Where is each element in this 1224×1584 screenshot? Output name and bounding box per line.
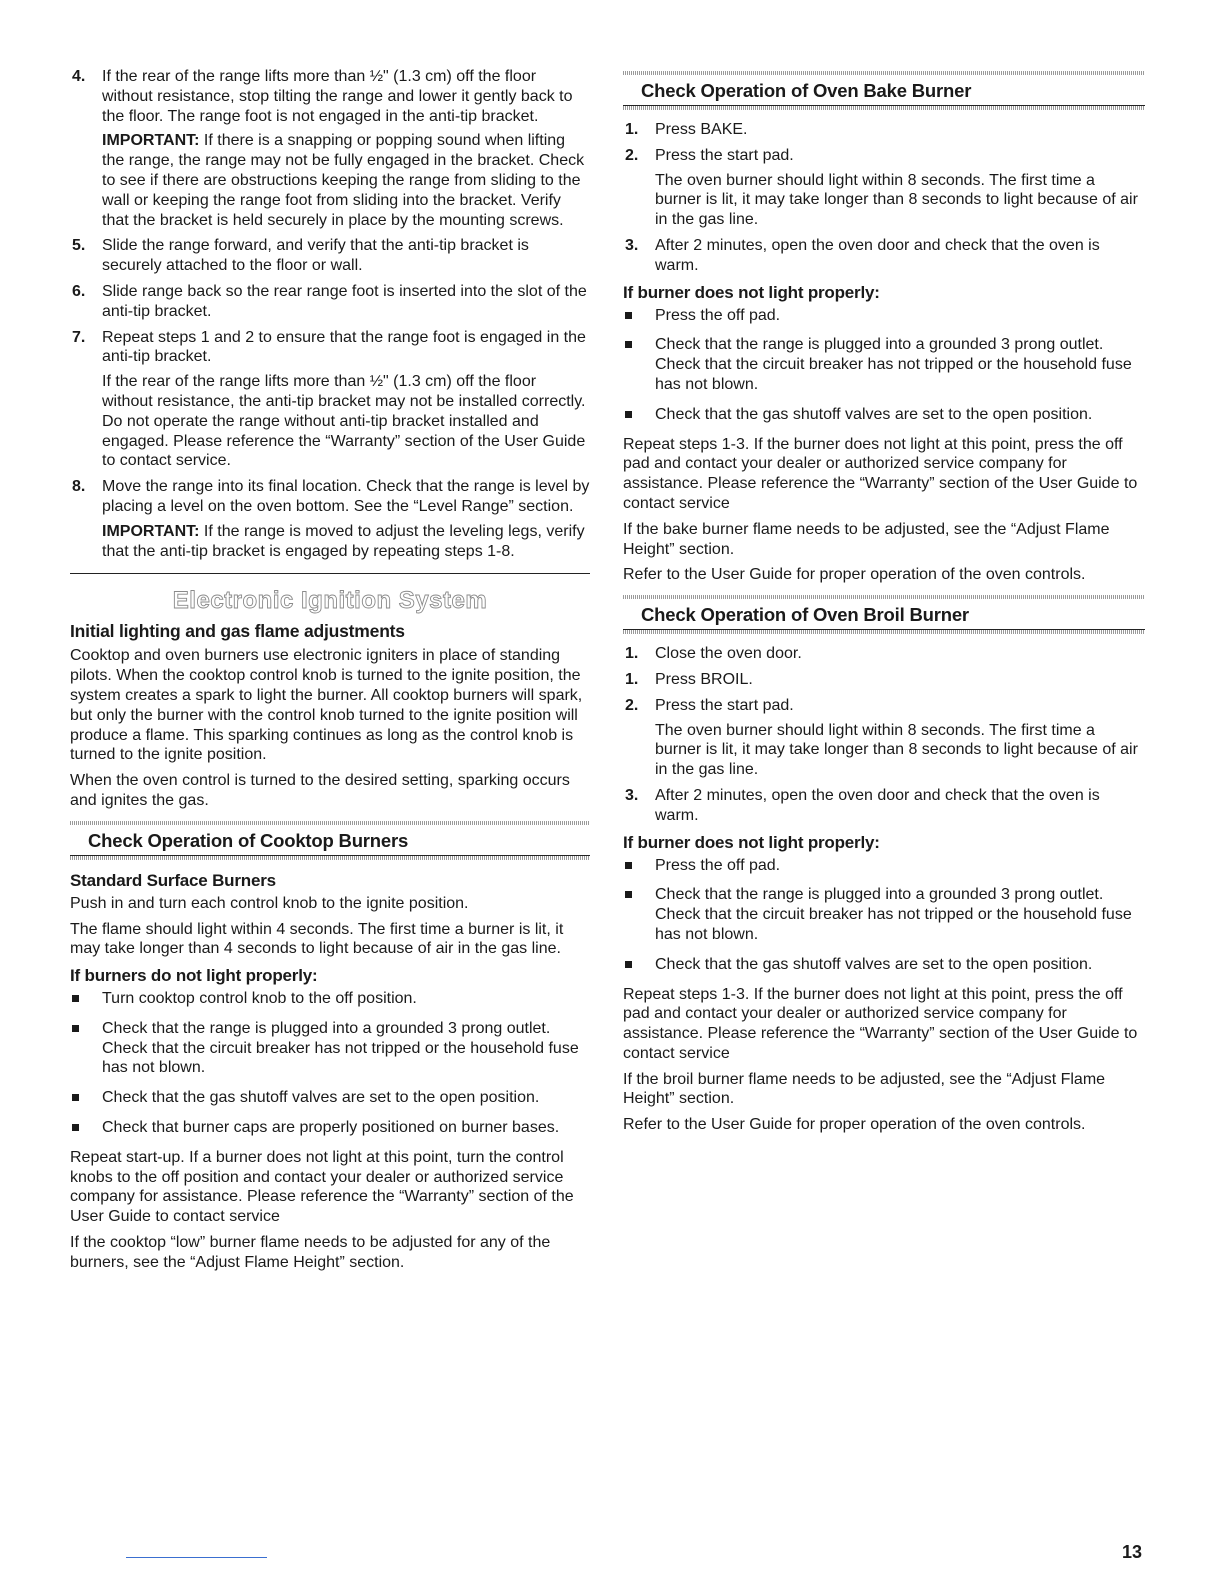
bullet-text: Check that the range is plugged into a grounded 3 prong outlet. Check that the circuit breaker has not tripped or the household fuse has not blown. [102,1019,579,1077]
paragraph: Push in and turn each control knob to the ignite position. [70,894,469,912]
banner-title: Check Operation of Cooktop Burners [70,825,590,856]
step-number: 2. [625,696,639,714]
bullet-text: Check that burner caps are properly positioned on burner bases. [102,1119,560,1137]
step-number: 7. [72,328,86,346]
step-item [70,236,590,276]
bullet-text: Check that the range is plugged into a grounded 3 prong outlet. Check that the circuit breaker has not tripped or the household fuse has not blown. [655,886,1132,943]
step-number: 2. [625,146,639,164]
step-text: If the rear of the range lifts more than ½" (1.3 cm) off the floor without resistance, stop tilting the range and lower it gently back to the floor. The range foot is not engaged in the anti-tip bracket. [102,68,573,125]
broil-banner [623,595,1145,634]
paragraph: If the broil burner flame needs to be adjusted, see the “Adjust Flame Height” section. [623,1070,1106,1108]
step-number: 5. [72,237,86,255]
step-subtext: The oven burner should light within 8 seconds. The first time a burner is lit, it may take longer than 8 seconds to light because of air in the gas line. [655,171,1138,229]
step-text: Press the start pad. [655,696,794,714]
bullet-square-icon [72,1124,79,1131]
cooktop-banner [70,821,590,860]
bullet-square-icon [625,411,632,418]
step-number: 3. [625,236,639,254]
left-column [70,67,590,1279]
paragraph: When the oven control is turned to the desired setting, sparking occurs and ignites the gas. [70,772,570,809]
standard-burners-heading: Standard Surface Burners [70,870,276,890]
step-item [70,67,590,230]
important-text: If the range is moved to adjust the leveling legs, verify that the anti-tip bracket is engaged by repeating steps 1-8. [102,522,585,560]
step-item [623,670,1145,690]
important-text: If there is a snapping or popping sound when lifting the range, the range may not be fully engaged in the bracket. Check to see if there are obstructions keeping the range from sliding to the wall or keeping the range foot from sliding into the bracket. Verify that the bracket is held securely in place by the mounting screws. [102,132,585,229]
bullet-item [623,856,1145,876]
bullet-text: Press the off pad. [655,306,781,324]
step-text: After 2 minutes, open the oven door and check that the oven is warm. [655,236,1100,274]
bullet-square-icon [72,1094,79,1101]
step-number: 8. [72,478,86,496]
bullet-square-icon [625,341,632,348]
bullet-square-icon [625,862,632,869]
bullet-item [70,1019,590,1078]
step-text: After 2 minutes, open the oven door and check that the oven is warm. [655,786,1100,824]
step-item [623,644,1145,664]
bullet-item [623,306,1145,326]
section-title: Electronic Ignition System [172,587,488,615]
bullet-item [623,885,1145,944]
step-item [70,282,590,322]
step-item [70,328,590,472]
bullet-item [70,989,590,1009]
step-item [623,236,1145,276]
hatch-divider [70,856,590,860]
paragraph: Cooktop and oven burners use electronic igniters in place of standing pilots. When the cooktop control knob is turned to the ignite position, the system creates a spark to light the burner. All cooktop burners will spark, but only the burner with the control knob turned to the ignite position will produce a flame. This sparking continues as long as the control knob is turned to the ignite position. [70,647,583,764]
important-note [102,522,590,562]
step-subtext: If the rear of the range lifts more than ½" (1.3 cm) off the floor without resistance, the anti-tip bracket may not be installed correctly. Do not operate the range without anti-tip bracket installed and engaged. Please reference the “Warranty” section of the User Guide to contact service. [102,373,586,470]
paragraph: If the bake burner flame needs to be adjusted, see the “Adjust Flame Height” section. [623,520,1110,558]
paragraph: Repeat steps 1-3. If the burner does not light at this point, press the off pad and contact your dealer or authorized service company for assistance. Please reference the “Warranty” section of the User Guide to contact service [623,985,1138,1062]
step-text: Close the oven door. [655,645,802,663]
hatch-divider [623,106,1145,110]
step-text: Move the range into its final location. Check that the range is level by placing a level on the oven bottom. See the “Level Range” section. [102,478,590,515]
step-text: Slide the range forward, and verify that the anti-tip bracket is securely attached to the floor or wall. [102,237,529,275]
bullet-item [623,335,1145,394]
step-text: Slide range back so the rear range foot is inserted into the slot of the anti-tip bracket. [102,282,587,320]
section-divider [70,573,590,574]
bullet-square-icon [625,891,632,898]
bake-bullet-list [623,306,1145,425]
bullet-text: Turn cooktop control knob to the off position. [102,990,417,1008]
paragraph: Repeat start-up. If a burner does not light at this point, turn the control knobs to the off position and contact your dealer or authorized service company for assistance. Please reference the “Warranty” section of the User Guide to contact service [70,1148,574,1226]
trouble-heading: If burner does not light properly: [623,832,880,852]
hatch-divider [623,630,1145,634]
paragraph: Repeat steps 1-3. If the burner does not light at this point, press the off pad and contact your dealer or authorized service company for assistance. Please reference the “Warranty” section of the User Guide to contact service [623,435,1138,512]
step-text: Repeat steps 1 and 2 to ensure that the range foot is engaged in the anti-tip bracket. [102,328,586,366]
step-number: 1. [625,645,639,663]
page-number: 13 [1121,1542,1142,1562]
step-number: 1. [625,121,639,138]
footer-line [126,1557,267,1558]
initial-lighting-heading: Initial lighting and gas flame adjustments [70,621,405,642]
step-number: 6. [72,282,86,300]
broil-bullet-list [623,856,1145,975]
bake-banner [623,71,1145,110]
paragraph: If the cooktop “low” burner flame needs to be adjusted for any of the burners, see the “Adjust Flame Height” section. [70,1234,551,1271]
bullet-square-icon [72,995,79,1002]
banner-title: Check Operation of Oven Bake Burner [623,75,1145,106]
step-number: 1. [625,670,639,688]
bullet-text: Check that the gas shutoff valves are set to the open position. [102,1089,540,1107]
right-column [623,67,1145,1141]
bullet-square-icon [625,312,632,319]
installation-steps-list [70,67,590,561]
bullet-text: Check that the gas shutoff valves are set to the open position. [655,955,1093,973]
important-note [102,131,590,230]
paragraph: The flame should light within 4 seconds. The first time a burner is lit, it may take longer than 4 seconds to light because of air in the gas line. [70,920,564,958]
bullet-item [623,405,1145,425]
paragraph: Refer to the User Guide for proper operation of the oven controls. [623,1116,1086,1134]
trouble-heading: If burner does not light properly: [623,282,880,302]
step-item [623,696,1145,780]
step-item [623,146,1145,230]
bullet-text: Check that the gas shutoff valves are set to the open position. [655,405,1093,423]
step-text: Press the start pad. [655,146,794,164]
bake-steps-list [623,120,1145,276]
paragraph: Refer to the User Guide for proper operation of the oven controls. [623,566,1086,584]
bullet-item [623,955,1145,975]
bullet-item [70,1088,590,1108]
step-number: 4. [72,68,86,85]
bullet-item [70,1118,590,1138]
bullet-square-icon [72,1025,79,1032]
step-text: Press BAKE. [655,121,748,138]
bullet-text: Check that the range is plugged into a grounded 3 prong outlet. Check that the circuit breaker has not tripped or the household fuse has not blown. [655,336,1132,393]
important-label: IMPORTANT: [102,522,200,540]
bullet-text: Press the off pad. [655,856,781,874]
step-item [70,477,590,561]
step-text: Press BROIL. [655,670,753,688]
important-label: IMPORTANT: [102,132,200,150]
bullet-square-icon [625,961,632,968]
trouble-bullet-list [70,989,590,1138]
broil-steps-list [623,644,1145,825]
banner-title: Check Operation of Oven Broil Burner [623,599,1145,630]
trouble-heading: If burners do not light properly: [70,966,318,986]
step-item [623,120,1145,140]
step-item [623,786,1145,826]
step-subtext: The oven burner should light within 8 seconds. The first time a burner is lit, it may take longer than 8 seconds to light because of air in the gas line. [655,721,1138,779]
step-number: 3. [625,786,639,804]
